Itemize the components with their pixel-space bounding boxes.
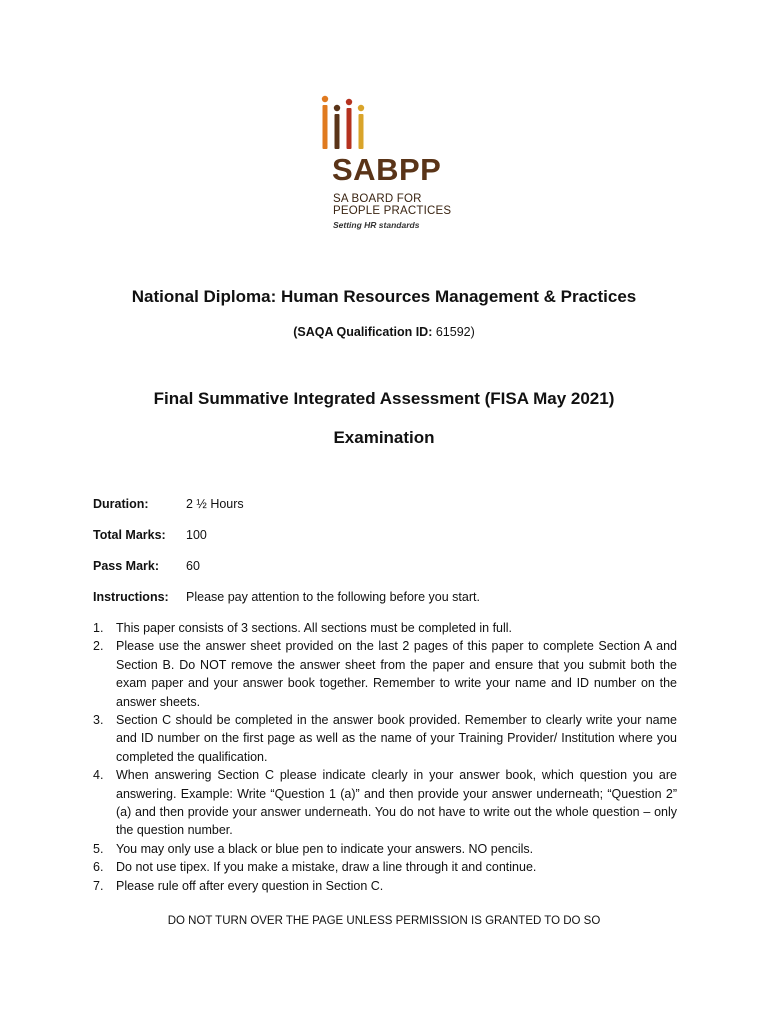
saqa-id-line bbox=[0, 324, 768, 340]
duration-value: 2 ½ Hours bbox=[186, 497, 244, 511]
instruction-number: 5. bbox=[93, 841, 104, 856]
instruction-text: Please rule off after every question in Section C. bbox=[116, 878, 384, 893]
instruction-text: You may only use a black or blue pen to indicate your answers. NO pencils. bbox=[116, 841, 534, 856]
instruction-item bbox=[93, 637, 677, 711]
pass-mark-label: Pass Mark: bbox=[93, 559, 160, 573]
duration-label: Duration: bbox=[93, 497, 149, 511]
instruction-number: 2. bbox=[93, 639, 104, 654]
instruction-text: Section C should be completed in the answer book provided. Remember to clearly write your name and ID number on the first page as well as the name of your Training Provider/ Institution where you completed the qualification. bbox=[116, 713, 677, 764]
logo-wordmark: SABPP bbox=[332, 152, 442, 187]
instruction-number: 3. bbox=[93, 713, 104, 728]
instruction-item bbox=[93, 840, 677, 858]
assessment-title: Final Summative Integrated Assessment (FISA May 2021) bbox=[153, 389, 615, 408]
instruction-number: 7. bbox=[93, 878, 104, 893]
instructions-list bbox=[93, 619, 677, 895]
instruction-text: This paper consists of 3 sections. All sections must be completed in full. bbox=[116, 621, 513, 635]
total-marks-value: 100 bbox=[186, 528, 207, 542]
people-figures-icon bbox=[320, 94, 370, 154]
saqa-id-value: 61592) bbox=[432, 325, 475, 339]
duration-row bbox=[93, 496, 244, 512]
logo-subtitle-line2: PEOPLE PRACTICES bbox=[333, 205, 452, 217]
instruction-number: 4. bbox=[93, 768, 104, 783]
instructions-intro: Please pay attention to the following before you start. bbox=[186, 590, 480, 604]
instruction-number: 1. bbox=[93, 621, 104, 635]
instruction-text: Do not use tipex. If you make a mistake, draw a line through it and continue. bbox=[116, 860, 537, 875]
logo-subtitle-line1: SA BOARD FOR bbox=[333, 193, 422, 205]
pass-mark-value: 60 bbox=[186, 559, 200, 573]
instruction-item bbox=[93, 877, 677, 895]
instruction-item bbox=[93, 619, 677, 637]
instructions-label: Instructions: bbox=[93, 590, 169, 604]
total-marks-label: Total Marks: bbox=[93, 528, 166, 542]
instruction-text: When answering Section C please indicate clearly in your answer book, which question you are answering. Example: Write “Question 1 (a)” and then provide your answer underneath; “Question 2” (a) and then provide your answer underneath. You do not have to write out the whole question – only the question number. bbox=[116, 768, 677, 838]
pass-mark-row bbox=[93, 558, 200, 574]
saqa-id-label: (SAQA Qualification ID: bbox=[293, 325, 433, 339]
instruction-item bbox=[93, 766, 677, 840]
instructions-row bbox=[93, 589, 480, 605]
instruction-item bbox=[93, 711, 677, 766]
sabpp-logo bbox=[318, 92, 458, 237]
qualification-title: National Diploma: Human Resources Management & Practices bbox=[131, 287, 637, 306]
instruction-text: Please use the answer sheet provided on the last 2 pages of this paper to complete Section A and Section B. Do NOT remove the answer sheet from the paper and ensure that you submit both the exam paper and your answer book together. Remember to write your name and ID number on the answer sheets. bbox=[116, 639, 677, 709]
permission-notice: DO NOT TURN OVER THE PAGE UNLESS PERMISSION IS GRANTED TO DO SO bbox=[167, 915, 601, 927]
examination-heading: Examination bbox=[333, 428, 435, 447]
logo-tagline: Setting HR standards bbox=[333, 220, 420, 230]
total-marks-row bbox=[93, 527, 207, 543]
instruction-number: 6. bbox=[93, 860, 104, 875]
instruction-item bbox=[93, 858, 677, 876]
